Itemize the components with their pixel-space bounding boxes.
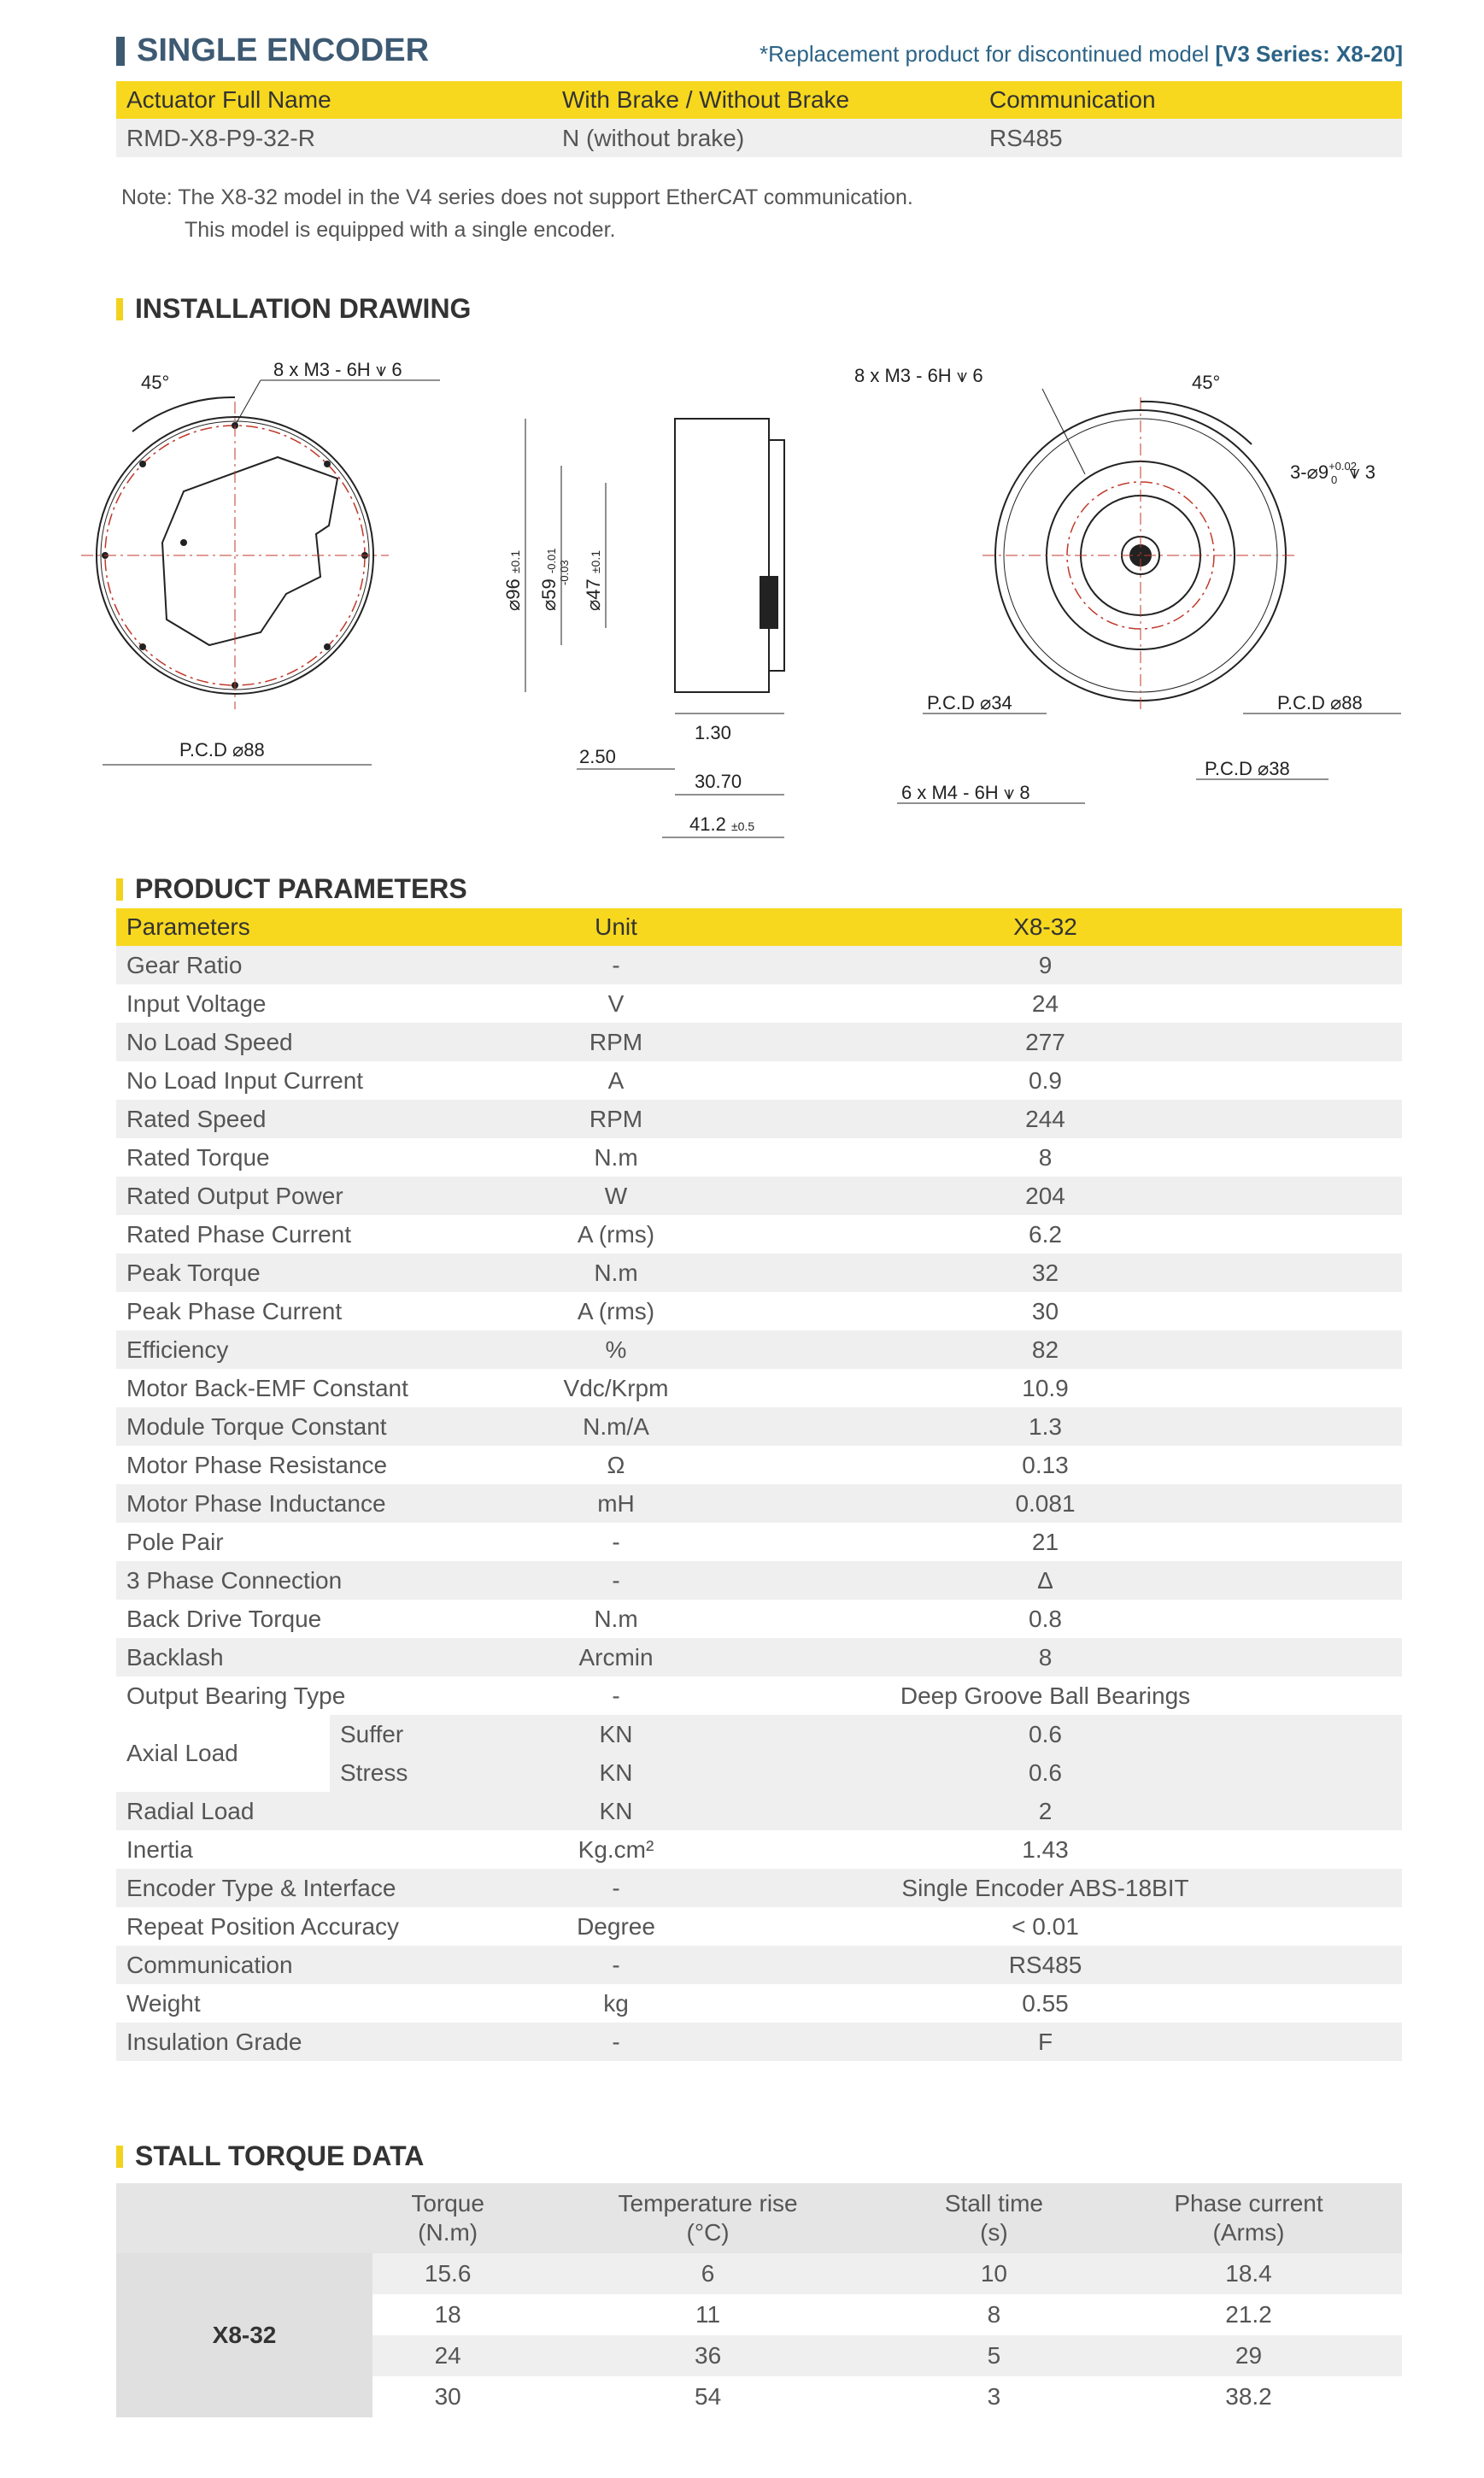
- stall-cell: 5: [893, 2335, 1095, 2376]
- col-header: Temperature rise (°C): [523, 2183, 893, 2253]
- angle-label: 45°: [1192, 372, 1221, 393]
- param-unit: %: [543, 1330, 689, 1369]
- param-name: Rated Torque: [116, 1138, 543, 1177]
- param-sub: Stress: [330, 1753, 543, 1792]
- table-row: [116, 1330, 1402, 1369]
- page-title-text: SINGLE ENCODER: [137, 32, 430, 68]
- table-row: [116, 1907, 1402, 1946]
- param-unit: -: [543, 946, 689, 984]
- col-header: Unit: [543, 908, 689, 946]
- stall-cell: 21.2: [1095, 2294, 1402, 2335]
- param-value: 10.9: [689, 1369, 1402, 1407]
- connector: [760, 577, 777, 628]
- stall-cell: 6: [523, 2253, 893, 2294]
- col-header: Torque (N.m): [372, 2183, 523, 2253]
- stall-body: [116, 2253, 1402, 2417]
- angle-arc: [1141, 402, 1252, 444]
- table-row: [116, 1292, 1402, 1330]
- param-unit: RPM: [543, 1100, 689, 1138]
- param-value: 2: [689, 1792, 1402, 1830]
- stall-header: [116, 2183, 1402, 2253]
- hole-label: $3-⌀9^{+0.02}$ 0 ⩛ 3: [1290, 460, 1375, 486]
- param-value: Δ: [689, 1561, 1402, 1600]
- param-value: 21: [689, 1523, 1402, 1561]
- table-row: [116, 1984, 1402, 2023]
- param-name: Output Bearing Type: [116, 1676, 543, 1715]
- table-row: [116, 946, 1402, 984]
- param-name: No Load Speed: [116, 1023, 543, 1061]
- params-body: [116, 1792, 1402, 2061]
- title-bar: [116, 298, 123, 320]
- param-unit: V: [543, 984, 689, 1023]
- param-name: Motor Phase Resistance: [116, 1446, 543, 1484]
- param-unit: A (rms): [543, 1292, 689, 1330]
- param-unit: Ω: [543, 1446, 689, 1484]
- col-header: Actuator Full Name: [116, 81, 552, 119]
- param-name: No Load Input Current: [116, 1061, 543, 1100]
- pcd88-label: P.C.D ⌀88: [1277, 692, 1363, 713]
- param-value: < 0.01: [689, 1907, 1402, 1946]
- param-unit: Kg.cm²: [543, 1830, 689, 1869]
- param-name: Repeat Position Accuracy: [116, 1907, 543, 1946]
- stall-cell: 15.6: [372, 2253, 523, 2294]
- col-header: Stall time (s): [893, 2183, 1095, 2253]
- param-unit: A: [543, 1061, 689, 1100]
- table-row: [116, 1523, 1402, 1561]
- table-row: [116, 2023, 1402, 2061]
- param-name: Communication: [116, 1946, 543, 1984]
- stall-cell: 38.2: [1095, 2376, 1402, 2417]
- param-value: 0.55: [689, 1984, 1402, 2023]
- table-row: [116, 1946, 1402, 1984]
- param-unit: mH: [543, 1484, 689, 1523]
- param-unit: Degree: [543, 1907, 689, 1946]
- param-value: 6.2: [689, 1215, 1402, 1254]
- hole: [139, 643, 146, 650]
- param-name: Insulation Grade: [116, 2023, 543, 2061]
- param-value: 0.13: [689, 1446, 1402, 1484]
- param-unit: N.m/A: [543, 1407, 689, 1446]
- stall-cell: 30: [372, 2376, 523, 2417]
- param-unit: N.m: [543, 1138, 689, 1177]
- params-header: [116, 908, 1402, 946]
- param-value: 204: [689, 1177, 1402, 1215]
- param-value: 9: [689, 946, 1402, 984]
- param-name: Module Torque Constant: [116, 1407, 543, 1446]
- param-unit: N.m: [543, 1600, 689, 1638]
- param-name: Gear Ratio: [116, 946, 543, 984]
- housing: [675, 419, 769, 692]
- param-value: F: [689, 2023, 1402, 2061]
- param-value: RS485: [689, 1946, 1402, 1984]
- params-title: [116, 873, 467, 905]
- page-title: [116, 32, 429, 69]
- stall-cell: 18: [372, 2294, 523, 2335]
- param-name: Rated Speed: [116, 1100, 543, 1138]
- param-unit: RPM: [543, 1023, 689, 1061]
- table-row: [116, 1138, 1402, 1177]
- thread-m4-label: 6 x M4 - 6H ⩛ 8: [901, 782, 1030, 803]
- d59-tol-bot: -0.03: [558, 560, 571, 585]
- right-view: [854, 365, 1401, 803]
- param-value: 1.3: [689, 1407, 1402, 1446]
- param-name: Motor Back-EMF Constant: [116, 1369, 543, 1407]
- param-value: 8: [689, 1138, 1402, 1177]
- stall-cell: 54: [523, 2376, 893, 2417]
- col-header: Phase current (Arms): [1095, 2183, 1402, 2253]
- leader: [1042, 389, 1085, 474]
- dim-130: 1.30: [695, 722, 731, 743]
- param-name: Axial Load: [116, 1715, 330, 1792]
- param-value: 24: [689, 984, 1402, 1023]
- param-value: 0.9: [689, 1061, 1402, 1100]
- dim-3070: 30.70: [695, 771, 742, 792]
- stall-table: [116, 2183, 1402, 2417]
- param-unit: Vdc/Krpm: [543, 1369, 689, 1407]
- table-row: [116, 1715, 1402, 1753]
- thread-label: 8 x M3 - 6H ⩛ 6: [854, 365, 983, 386]
- angle-label: 45°: [141, 372, 170, 393]
- note-line: This model is equipped with a single encoder.: [185, 218, 616, 242]
- model-table: [116, 81, 1402, 157]
- col-header-empty: [116, 2183, 372, 2253]
- param-name: Rated Phase Current: [116, 1215, 543, 1254]
- param-name: Peak Torque: [116, 1254, 543, 1292]
- table-row: [116, 1407, 1402, 1446]
- cell: RS485: [979, 119, 1402, 157]
- hole: [139, 461, 146, 467]
- dim-250: 2.50: [579, 746, 616, 767]
- title-bar: [116, 2146, 123, 2168]
- pcd34-label: P.C.D ⌀34: [927, 692, 1012, 713]
- param-value: 82: [689, 1330, 1402, 1369]
- center-cutout: [162, 457, 337, 645]
- dim-412: 41.2 ±0.5: [689, 813, 755, 835]
- param-value: 277: [689, 1023, 1402, 1061]
- param-name: Input Voltage: [116, 984, 543, 1023]
- table-row: [116, 1792, 1402, 1830]
- param-name: Inertia: [116, 1830, 543, 1869]
- param-value: Deep Groove Ball Bearings: [689, 1676, 1402, 1715]
- param-unit: -: [543, 1946, 689, 1984]
- param-unit: -: [543, 2023, 689, 2061]
- replacement-note: [760, 41, 1403, 68]
- table-row: [116, 1177, 1402, 1215]
- thread-label: 8 x M3 - 6H ⩛ 6: [273, 359, 402, 380]
- title-bar: [116, 37, 125, 66]
- param-value: 0.8: [689, 1600, 1402, 1638]
- stall-cell: 8: [893, 2294, 1095, 2335]
- table-row: [116, 2253, 1402, 2294]
- param-value: 0.6: [689, 1715, 1402, 1753]
- param-value: 0.081: [689, 1484, 1402, 1523]
- param-unit: N.m: [543, 1254, 689, 1292]
- table-row: [116, 984, 1402, 1023]
- pcd38-label: P.C.D ⌀38: [1205, 758, 1290, 779]
- param-unit: KN: [543, 1753, 689, 1792]
- d47-label: ⌀47 ±0.1: [583, 549, 604, 611]
- table-row: [116, 1446, 1402, 1484]
- stall-cell: 36: [523, 2335, 893, 2376]
- title-bar: [116, 878, 123, 901]
- param-unit: KN: [543, 1715, 689, 1753]
- param-unit: W: [543, 1177, 689, 1215]
- col-header: With Brake / Without Brake: [552, 81, 979, 119]
- table-row: [116, 1869, 1402, 1907]
- param-unit: A (rms): [543, 1215, 689, 1254]
- col-header: Parameters: [116, 908, 543, 946]
- param-name: Motor Phase Inductance: [116, 1484, 543, 1523]
- param-name: Peak Phase Current: [116, 1292, 543, 1330]
- d59-label: ⌀59 -0.01: [538, 548, 560, 611]
- param-name: 3 Phase Connection: [116, 1561, 543, 1600]
- stall-cell: 24: [372, 2335, 523, 2376]
- hole: [324, 643, 331, 650]
- param-value: 32: [689, 1254, 1402, 1292]
- stall-cell: 29: [1095, 2335, 1402, 2376]
- d96-label: ⌀96 ±0.1: [502, 549, 524, 611]
- cell: N (without brake): [552, 119, 979, 157]
- table-row: [116, 1061, 1402, 1100]
- stall-cell: 10: [893, 2253, 1095, 2294]
- table-row: [116, 1369, 1402, 1407]
- param-value: 0.6: [689, 1753, 1402, 1792]
- left-view: [81, 359, 440, 765]
- param-unit: -: [543, 1523, 689, 1561]
- param-unit: kg: [543, 1984, 689, 2023]
- col-header: X8-32: [689, 908, 1402, 946]
- hole: [180, 539, 187, 546]
- params-table: [116, 908, 1402, 2061]
- param-unit: -: [543, 1561, 689, 1600]
- param-unit: -: [543, 1869, 689, 1907]
- side-view: [502, 419, 784, 837]
- param-value: 30: [689, 1292, 1402, 1330]
- stall-title: [116, 2140, 424, 2172]
- cell: RMD-X8-P9-32-R: [116, 119, 552, 157]
- flange: [769, 440, 784, 671]
- stall-cell: 11: [523, 2294, 893, 2335]
- hole: [324, 461, 331, 467]
- table-row: [116, 1561, 1402, 1600]
- table-row: [116, 1676, 1402, 1715]
- params-body: [116, 946, 1402, 1715]
- replacement-note-text: *Replacement product for discontinued model: [760, 41, 1216, 67]
- param-unit: Arcmin: [543, 1638, 689, 1676]
- param-name: Rated Output Power: [116, 1177, 543, 1215]
- pcd-label: P.C.D ⌀88: [179, 739, 265, 760]
- param-unit: KN: [543, 1792, 689, 1830]
- stall-title-text: STALL TORQUE DATA: [135, 2140, 425, 2171]
- param-value: Single Encoder ABS-18BIT: [689, 1869, 1402, 1907]
- param-name: Weight: [116, 1984, 543, 2023]
- param-name: Pole Pair: [116, 1523, 543, 1561]
- installation-drawing: [81, 338, 1414, 842]
- note: [121, 181, 913, 246]
- replacement-model: [V3 Series: X8-20]: [1215, 41, 1403, 67]
- installation-title-text: INSTALLATION DRAWING: [135, 293, 472, 324]
- installation-title: [116, 293, 471, 325]
- model-table-header: [116, 81, 1402, 119]
- table-row: [116, 1215, 1402, 1254]
- param-name: Encoder Type & Interface: [116, 1869, 543, 1907]
- param-name: Efficiency: [116, 1330, 543, 1369]
- param-name: Radial Load: [116, 1792, 543, 1830]
- param-value: 244: [689, 1100, 1402, 1138]
- table-row: [116, 1100, 1402, 1138]
- table-row: [116, 1254, 1402, 1292]
- stall-model: X8-32: [116, 2253, 372, 2417]
- table-row: [116, 1638, 1402, 1676]
- param-sub: Suffer: [330, 1715, 543, 1753]
- param-value: 1.43: [689, 1830, 1402, 1869]
- param-unit: -: [543, 1676, 689, 1715]
- table-row: [116, 1023, 1402, 1061]
- table-row: [116, 1600, 1402, 1638]
- params-title-text: PRODUCT PARAMETERS: [135, 873, 467, 904]
- param-name: Backlash: [116, 1638, 543, 1676]
- col-header: Communication: [979, 81, 1402, 119]
- stall-cell: 3: [893, 2376, 1095, 2417]
- param-value: 8: [689, 1638, 1402, 1676]
- table-row: [116, 1830, 1402, 1869]
- param-name: Back Drive Torque: [116, 1600, 543, 1638]
- stall-cell: 18.4: [1095, 2253, 1402, 2294]
- note-line: Note: The X8-32 model in the V4 series does not support EtherCAT communication.: [121, 185, 913, 209]
- model-table-row: [116, 119, 1402, 157]
- table-row: [116, 1484, 1402, 1523]
